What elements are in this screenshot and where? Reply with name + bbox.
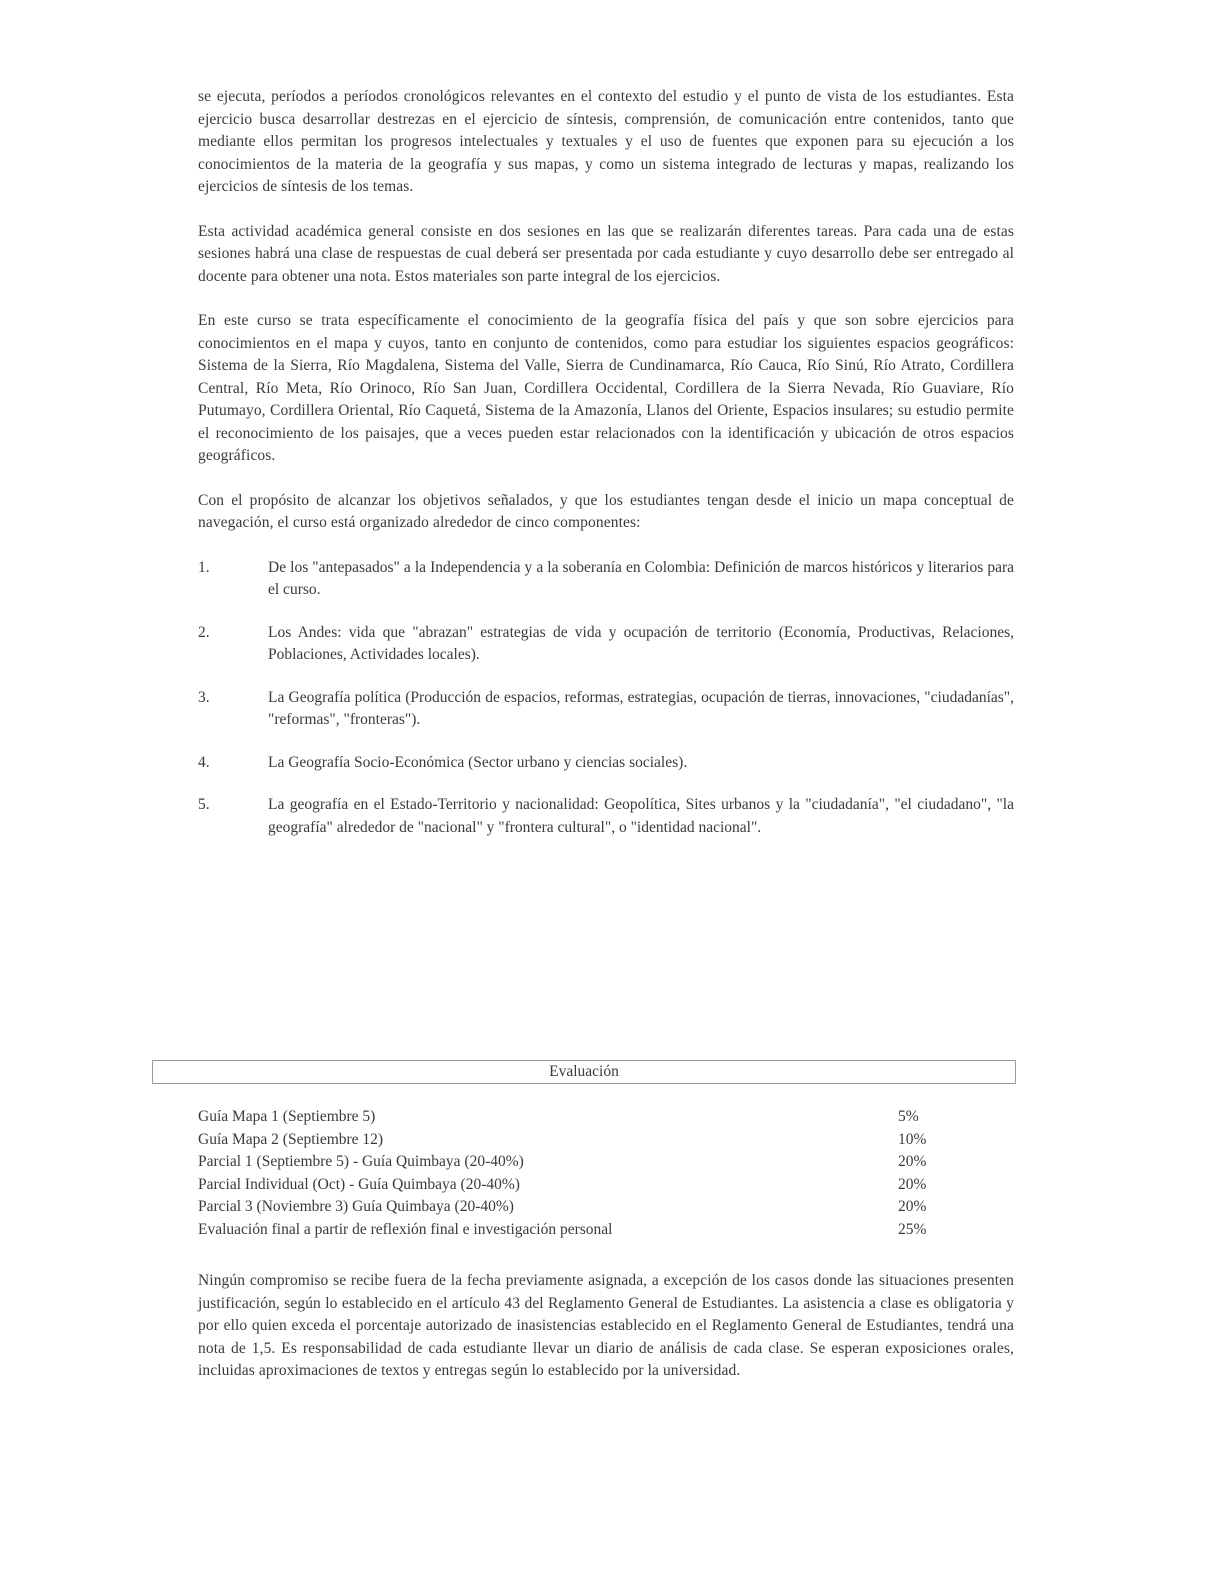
evaluation-item: Guía Mapa 1 (Septiembre 5) — [198, 1108, 376, 1125]
evaluation-percent: 20% — [898, 1198, 927, 1215]
closing-section — [198, 1270, 1014, 1405]
paragraph-3: En este curso se trata específicamente el conocimiento de la geografía física del país y que son sobre ejercicios para conocimientos en el mapa y cuyos, tanto en conjunto de contenidos, como para estudiar los siguientes espacios geográficos: Sistema de la Sierra, Río Magdalena, Sistema del Valle, Sierra de Cundinamarca, Río Cauca, Río Sinú, Río Atrato, Cordillera Central, Río Meta, Río Orinoco, Río San Juan, Cordillera Occidental, Cordillera de la Sierra Nevada, Río Guaviare, Río Putumayo, Cordillera Oriental, Río Caquetá, Sistema de la Amazonía, Llanos del Oriente, Espacios insulares; su estudio permite el reconocimiento de los paisajes, que a veces pueden estar relacionados con la identificación y ubicación de otros espacios geográficos. — [198, 312, 1014, 464]
list-text: De los "antepasados" a la Independencia y a la soberanía en Colombia: Definición de marcos históricos y literarios para el curso. — [268, 558, 1014, 598]
evaluation-percent: 5% — [898, 1108, 919, 1125]
table-row — [198, 1174, 958, 1197]
list-number: 1. — [198, 558, 210, 576]
components-list — [198, 557, 1014, 840]
paragraph-1: se ejecuta, períodos a períodos cronológicos relevantes en el contexto del estudio y el punto de vista de los estudiantes. Esta ejercicio busca desarrollar destrezas en el ejercicio de síntesis, comprensión, de comunicación entre contenidos, tanto que mediante ellos permitan los progresos intelectuales y textuales y el uso de fuentes que exponen para su ejecución a los conocimientos de la materia de la geografía y sus mapas, y como un sistema integrado de lecturas y mapas, realizando los ejercicios de síntesis de los temas. — [198, 88, 1014, 195]
paragraph-4: Con el propósito de alcanzar los objetivos señalados, y que los estudiantes tengan desde el inicio un mapa conceptual de navegación, el curso está organizado alrededor de cinco componentes: — [198, 491, 1014, 531]
evaluation-percent: 20% — [898, 1153, 927, 1170]
table-row — [198, 1106, 958, 1129]
list-number: 3. — [198, 688, 210, 706]
list-text: La geografía en el Estado-Territorio y nacionalidad: Geopolítica, Sites urbanos y la "ciudadanía", "el ciudadano", "la geografía" alrededor de "nacional" y "frontera cultural", o "identidad nacional". — [268, 796, 1014, 836]
table-row — [198, 1219, 958, 1242]
evaluation-percent: 20% — [898, 1175, 927, 1193]
list-text: Los Andes: vida que "abrazan" estrategias de vida y ocupación de territorio (Economía, Productivas, Relaciones, Poblaciones, Actividades locales). — [268, 623, 1014, 663]
list-item — [198, 557, 1014, 602]
evaluation-percent: 10% — [898, 1130, 927, 1148]
list-item — [198, 752, 1014, 775]
evaluation-table — [198, 1106, 958, 1241]
list-text: La Geografía Socio-Económica (Sector urbano y ciencias sociales). — [268, 753, 688, 771]
list-item — [198, 687, 1014, 732]
document-body — [198, 86, 1014, 859]
evaluation-item: Parcial 1 (Septiembre 5) - Guía Quimbaya (20-40%) — [198, 1153, 524, 1170]
evaluation-item: Evaluación final a partir de reflexión final e investigación personal — [198, 1220, 613, 1238]
evaluation-percent: 25% — [898, 1220, 927, 1238]
list-item — [198, 794, 1014, 839]
paragraph-2: Esta actividad académica general consiste en dos sesiones en las que se realizarán diferentes tareas. Para cada una de estas sesiones habrá una clase de respuestas de cual deberá ser presentada por cada estudiante y cuyo desarrollo debe ser entregado al docente para obtener una nota. Estos materiales son parte integral de los ejercicios. — [198, 222, 1014, 285]
evaluation-item: Parcial 3 (Noviembre 3) Guía Quimbaya (20-40%) — [198, 1198, 514, 1215]
list-number: 5. — [198, 796, 210, 813]
evaluation-section-header: Evaluación — [152, 1060, 1016, 1084]
table-row — [198, 1196, 958, 1219]
list-item — [198, 622, 1014, 667]
table-row — [198, 1129, 958, 1152]
list-text: La Geografía política (Producción de espacios, reformas, estrategias, ocupación de tierras, innovaciones, "ciudadanías", "reformas", "fronteras"). — [268, 688, 1014, 728]
list-number: 4. — [198, 753, 210, 771]
evaluation-item: Parcial Individual (Oct) - Guía Quimbaya (20-40%) — [198, 1175, 520, 1193]
list-number: 2. — [198, 623, 210, 641]
evaluation-item: Guía Mapa 2 (Septiembre 12) — [198, 1130, 384, 1148]
closing-paragraph: Ningún compromiso se recibe fuera de la fecha previamente asignada, a excepción de los casos donde las situaciones presenten justificación, según lo establecido en el artículo 43 del Reglamento General de Estudiantes. La asistencia a clase es obligatoria y por ello quien exceda el porcentaje autorizado de inasistencias establecido en el Reglamento General de Estudiantes, tendrá una nota de 1,5. Es responsabilidad de cada estudiante llevar un diario de análisis de cada clase. Se esperan exposiciones orales, incluidas aproximaciones de textos y entregas según lo establecido por la universidad. — [198, 1272, 1014, 1379]
table-row — [198, 1151, 958, 1174]
